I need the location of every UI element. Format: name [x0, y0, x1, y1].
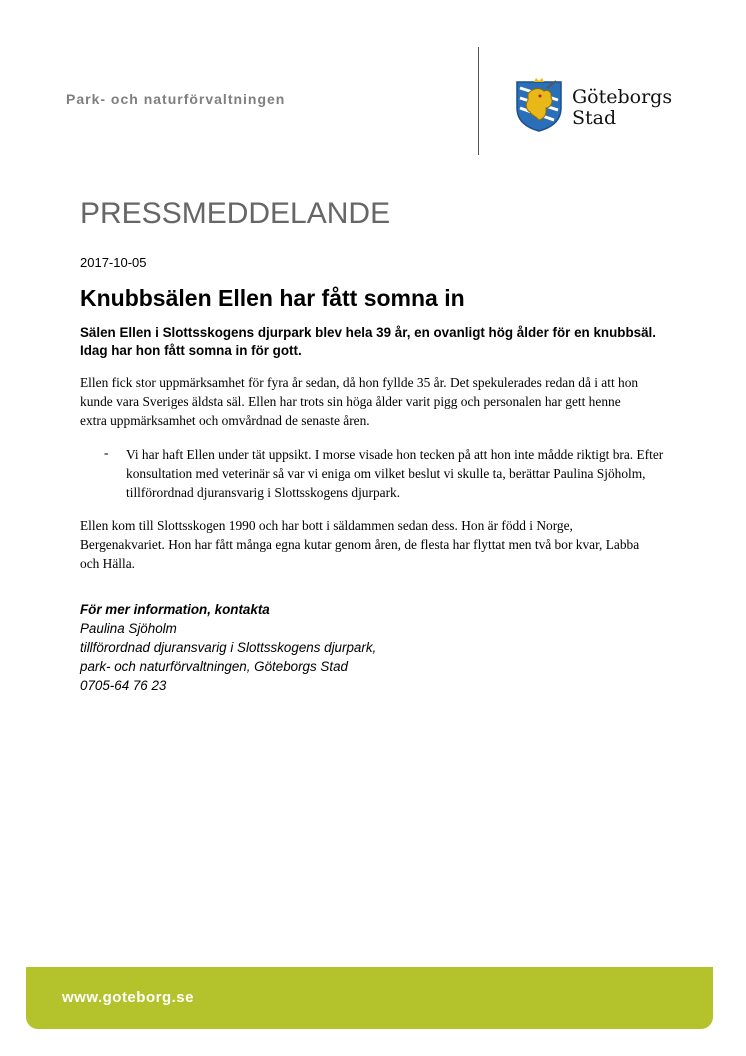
goteborgs-stad-logo	[514, 78, 684, 134]
logo-line-2: Stad	[572, 107, 617, 129]
coat-of-arms-icon	[514, 78, 564, 132]
logo-wordmark	[572, 87, 672, 129]
headline: Knubbsälen Ellen har fått somna in	[80, 285, 465, 311]
contact-block	[80, 600, 376, 695]
quote-paragraph: Vi har haft Ellen under tät uppsikt. I morse visade hon tecken på att hon inte mådde riktigt bra. Efter konsultation med veterinär så var vi eniga om vilket beslut vi skulle ta, berättar Paulina Sjöholm, tillförordnad djuransvarig i Slottsskogens djurpark.	[126, 447, 664, 500]
contact-heading: För mer information, kontakta	[80, 602, 270, 617]
contact-org: park- och naturförvaltningen, Göteborgs Stad	[80, 659, 348, 674]
logo-line-1: Göteborgs	[572, 86, 673, 108]
body-paragraph-1: Ellen fick stor uppmärksamhet för fyra år sedan, då hon fyllde 35 år. Det spekulerades redan då i att hon kunde vara Sveriges äldsta säl. Ellen har trots sin höga ålder varit pigg och personalen har gett henne extra uppmärksamhet och omvårdnad de senaste åren.	[80, 375, 639, 428]
contact-phone: 0705-64 76 23	[80, 678, 167, 693]
footer-bar	[26, 967, 713, 1029]
body-paragraph-3: Ellen kom till Slottsskogen 1990 och har bott i säldammen sedan dess. Hon är född i Norge, Bergenakvariet. Hon har fått många egna kutar genom åren, de flesta har flyttat men två bor kvar, Labba och Hälla.	[80, 518, 640, 571]
contact-role: tillförordnad djuransvarig i Slottsskogens djurpark,	[80, 640, 377, 655]
header-divider	[478, 47, 479, 155]
quote-dash: -	[104, 445, 109, 460]
lead-paragraph: Sälen Ellen i Slottsskogens djurpark blev hela 39 år, en ovanligt hög ålder för en knubbsäl. Idag har hon fått somna in för gott.	[80, 325, 656, 358]
document-type: PRESSMEDDELANDE	[80, 197, 391, 230]
document-date: 2017-10-05	[80, 255, 147, 270]
department-name: Park- och naturförvaltningen	[66, 91, 286, 107]
footer-website-link[interactable]: www.goteborg.se	[62, 989, 194, 1006]
contact-name: Paulina Sjöholm	[80, 621, 177, 636]
